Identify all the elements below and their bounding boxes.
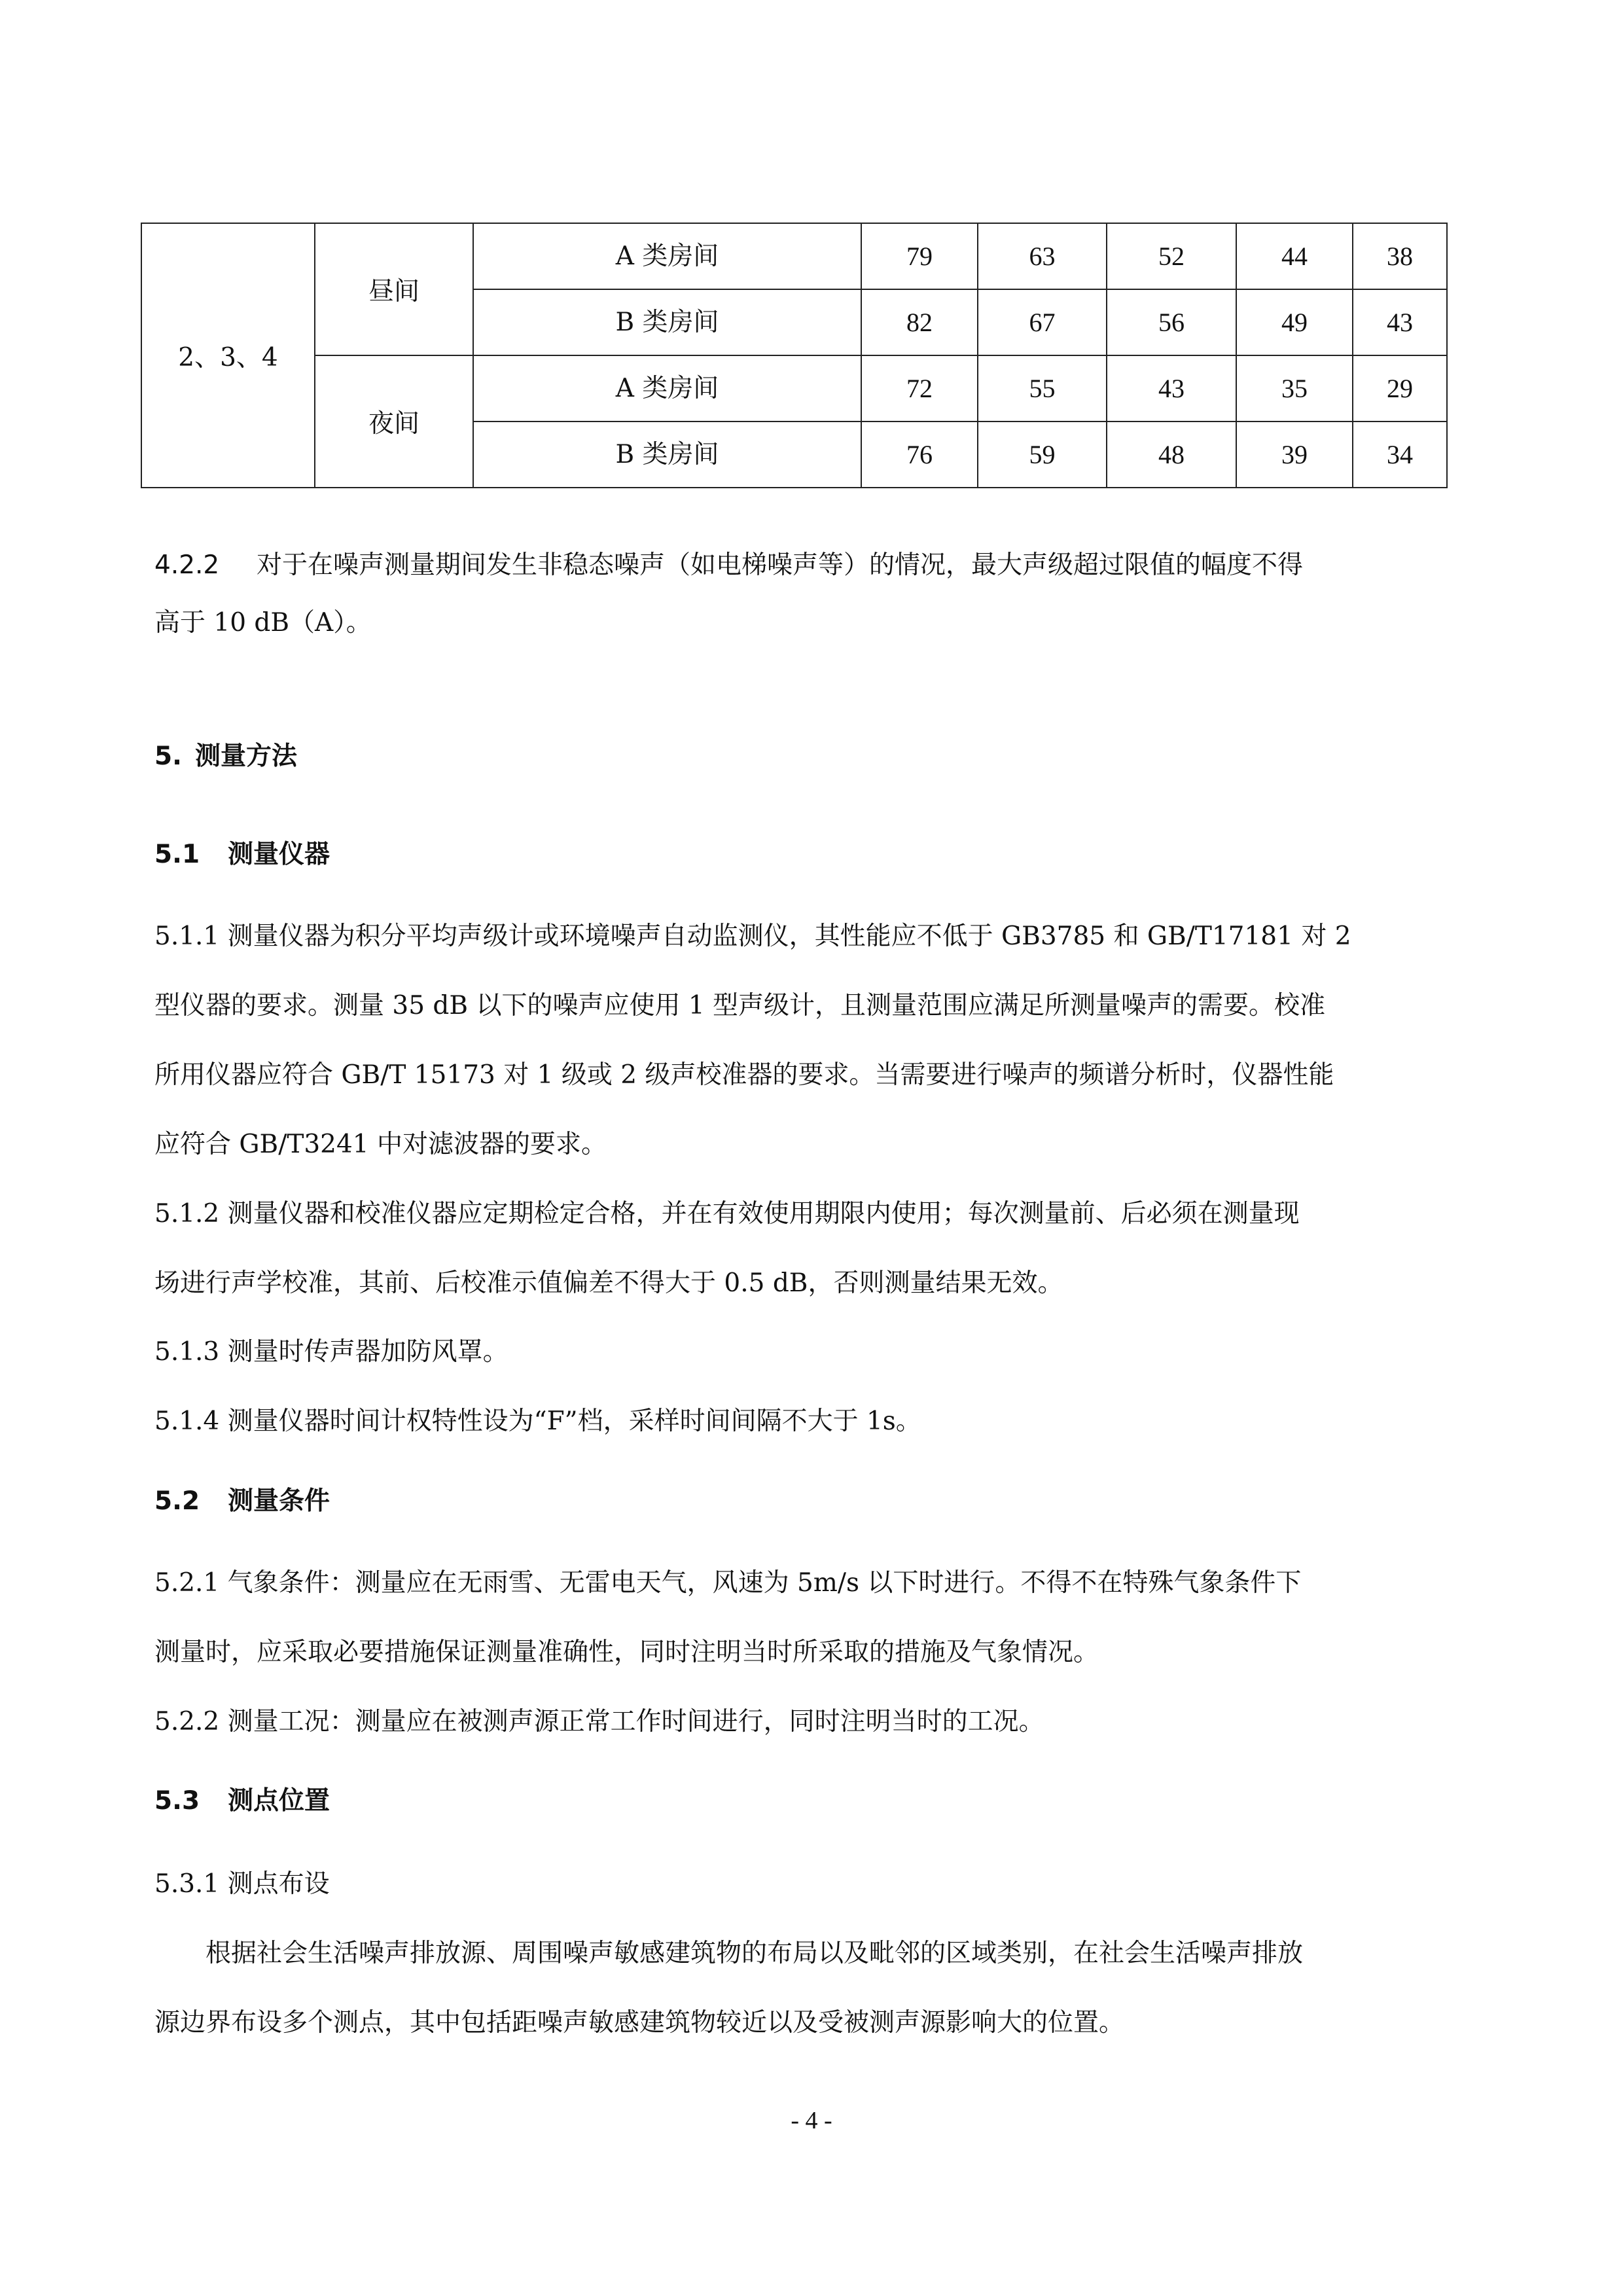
paragraph-line: 应符合 GB/T3241 中对滤波器的要求。: [154, 1130, 607, 1159]
paragraph-line: 源边界布设多个测点，其中包括距噪声敏感建筑物较近以及受被测声源影响大的位置。: [154, 2008, 1125, 2037]
paragraph-5-1-3: 5.1.3 测量时传声器加防风罩。: [154, 1337, 508, 1367]
value-cell: 82: [861, 289, 978, 355]
value-cell: 43: [1107, 355, 1236, 422]
section-heading-5-2: [154, 1480, 330, 1517]
paragraph-5-3-1-title: 5.3.1 测点布设: [154, 1869, 330, 1899]
heading-number: 5.1: [154, 840, 200, 869]
value-cell: 48: [1107, 422, 1236, 488]
table-row: [141, 355, 1447, 422]
paragraph-line: [154, 548, 1447, 583]
paragraph-5-2-2: 5.2.2 测量工况：测量应在被测声源正常工作时间进行，同时注明当时的工况。: [154, 1707, 1044, 1736]
heading-text: 测量条件: [228, 1486, 330, 1516]
period-cell: 夜间: [315, 355, 473, 488]
paragraph-5-1-1: [154, 902, 1447, 1179]
value-cell: 35: [1236, 355, 1353, 422]
value-cell: 72: [861, 355, 978, 422]
paragraph-line: 5.1.2 测量仪器和校准仪器应定期检定合格，并在有效使用期限内使用；每次测量前、后必须在测量现: [154, 1199, 1300, 1229]
paragraph-line: 5.2.1 气象条件：测量应在无雨雪、无雷电天气，风速为 5m/s 以下时进行。不得不在特殊气象条件下: [154, 1568, 1302, 1598]
room-type-cell: B 类房间: [473, 289, 861, 355]
value-cell: 34: [1353, 422, 1447, 488]
value-cell: 59: [978, 422, 1107, 488]
paragraph-line: 型仪器的要求。测量 35 dB 以下的噪声应使用 1 型声级计，且测量范围应满足所测量噪声的需要。校准: [154, 991, 1326, 1020]
period-cell: 昼间: [315, 223, 473, 355]
paragraph-5-3-1-body: [154, 1919, 1447, 2058]
heading-text: 测量仪器: [228, 840, 330, 869]
paragraph-line: 场进行声学校准，其前、后校准示值偏差不得大于 0.5 dB，否则测量结果无效。: [154, 1268, 1063, 1298]
room-type-cell: A 类房间: [473, 223, 861, 289]
section-heading-5-1: [154, 834, 330, 870]
paragraph-line: 根据社会生活噪声排放源、周围噪声敏感建筑物的布局以及毗邻的区域类别，在社会生活噪声排放: [205, 1939, 1304, 1968]
paragraph-line: 高于 10 dB（A）。: [154, 608, 372, 637]
paragraph-5-2-1: [154, 1549, 1447, 1687]
paragraph-5-1-4: 5.1.4 测量仪器时间计权特性设为“F”档，采样时间间隔不大于 1s。: [154, 1407, 921, 1436]
value-cell: 49: [1236, 289, 1353, 355]
heading-text: 测点位置: [228, 1786, 330, 1816]
noise-limit-table: [141, 223, 1448, 488]
page-number: - 4 -: [791, 2107, 832, 2134]
paragraph-line: 5.1.1 测量仪器为积分平均声级计或环境噪声自动监测仪，其性能应不低于 GB3785 和 GB/T17181 对 2: [154, 922, 1351, 951]
section-heading-5: [154, 736, 297, 772]
value-cell: 79: [861, 223, 978, 289]
value-cell: 56: [1107, 289, 1236, 355]
section-heading-5-3: [154, 1780, 330, 1817]
heading-number: 5.2: [154, 1486, 200, 1516]
table-row: [141, 223, 1447, 289]
value-cell: 38: [1353, 223, 1447, 289]
value-cell: 29: [1353, 355, 1447, 422]
heading-number: 5.: [154, 742, 182, 771]
area-class-cell: 2、3、4: [141, 223, 315, 488]
value-cell: 63: [978, 223, 1107, 289]
paragraph-4-2-2: [154, 548, 1447, 640]
room-type-cell: A 类房间: [473, 355, 861, 422]
value-cell: 55: [978, 355, 1107, 422]
paragraph-line: 测量时，应采取必要措施保证测量准确性，同时注明当时所采取的措施及气象情况。: [154, 1638, 1099, 1667]
heading-text: 测量方法: [195, 742, 298, 771]
paragraph-line: 所用仪器应符合 GB/T 15173 对 1 级或 2 级声校准器的要求。当需要进行噪声的频谱分析时，仪器性能: [154, 1060, 1334, 1090]
value-cell: 52: [1107, 223, 1236, 289]
value-cell: 44: [1236, 223, 1353, 289]
value-cell: 43: [1353, 289, 1447, 355]
heading-number: 5.3: [154, 1786, 200, 1816]
value-cell: 76: [861, 422, 978, 488]
clause-number: 4.2.2: [154, 550, 220, 580]
paragraph-text: 对于在噪声测量期间发生非稳态噪声（如电梯噪声等）的情况，最大声级超过限值的幅度不得: [257, 550, 1304, 580]
value-cell: 67: [978, 289, 1107, 355]
paragraph-5-1-2: [154, 1179, 1447, 1318]
value-cell: 39: [1236, 422, 1353, 488]
room-type-cell: B 类房间: [473, 422, 861, 488]
